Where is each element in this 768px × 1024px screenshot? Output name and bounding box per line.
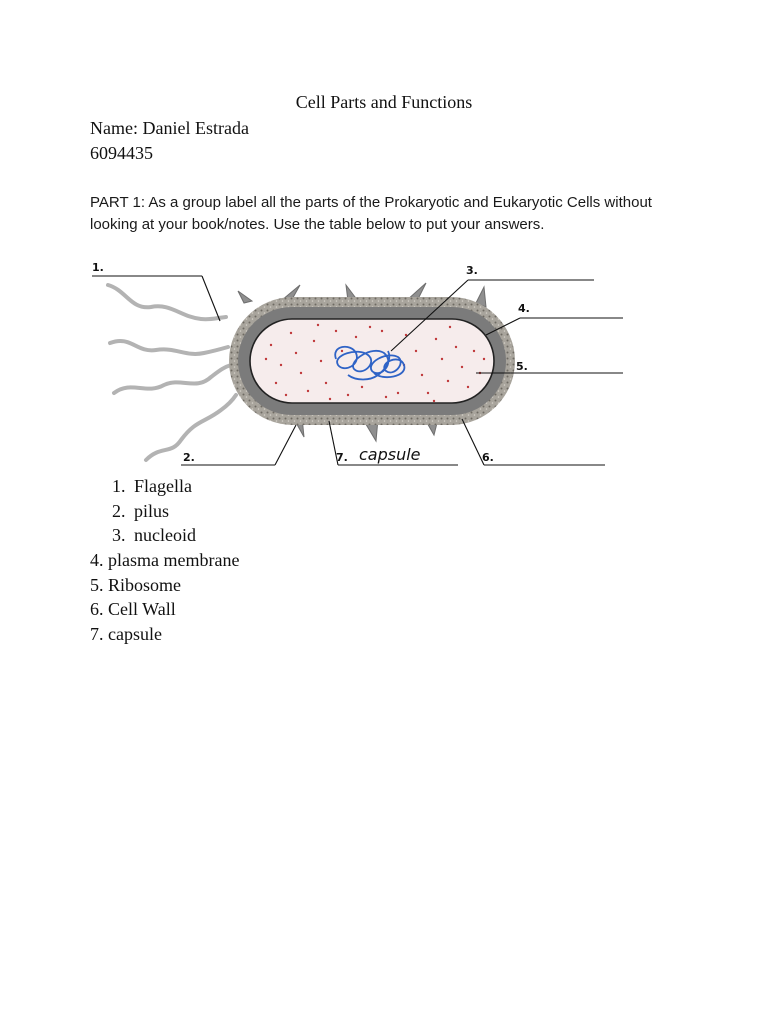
answer-list-plain <box>90 548 239 646</box>
list-number: 3. <box>112 525 126 545</box>
callout-1: 1. <box>92 261 104 274</box>
list-text: pilus <box>134 500 170 521</box>
list-item: 5. Ribosome <box>90 574 182 595</box>
callout-6: 6. <box>482 451 494 464</box>
handwritten-capsule-answer: capsule <box>359 445 421 464</box>
list-text: nucleoid <box>134 525 196 545</box>
callout-3: 3. <box>466 264 478 277</box>
list-number: 1. <box>112 476 126 496</box>
flagella <box>108 285 236 460</box>
list-item: 6. Cell Wall <box>90 599 176 619</box>
part1-instructions <box>90 192 690 236</box>
callout-5: 5. <box>516 360 528 373</box>
page-title: Cell Parts and Functions <box>295 92 473 112</box>
student-id: 6094435 <box>90 143 153 163</box>
callout-7: 7. <box>336 451 348 464</box>
prokaryotic-cell-diagram <box>86 255 646 470</box>
list-item <box>112 499 196 524</box>
list-item: 7. capsule <box>90 623 162 644</box>
list-text: Flagella <box>134 476 192 496</box>
list-item <box>112 474 196 499</box>
list-item: 4. plasma membrane <box>90 550 240 570</box>
list-item <box>112 523 196 548</box>
callout-4: 4. <box>518 302 530 315</box>
list-number: 2. <box>112 500 126 521</box>
part1-label: PART 1: <box>90 194 146 211</box>
callout-2: 2. <box>183 451 195 464</box>
student-name: Name: Daniel Estrada <box>90 118 249 138</box>
answer-list-ordered <box>112 474 196 548</box>
part1-text: As a group label all the parts of the Prokaryotic and Eukaryotic Cells without looking at your book/notes. Use the table below to put your answers. <box>90 194 652 233</box>
